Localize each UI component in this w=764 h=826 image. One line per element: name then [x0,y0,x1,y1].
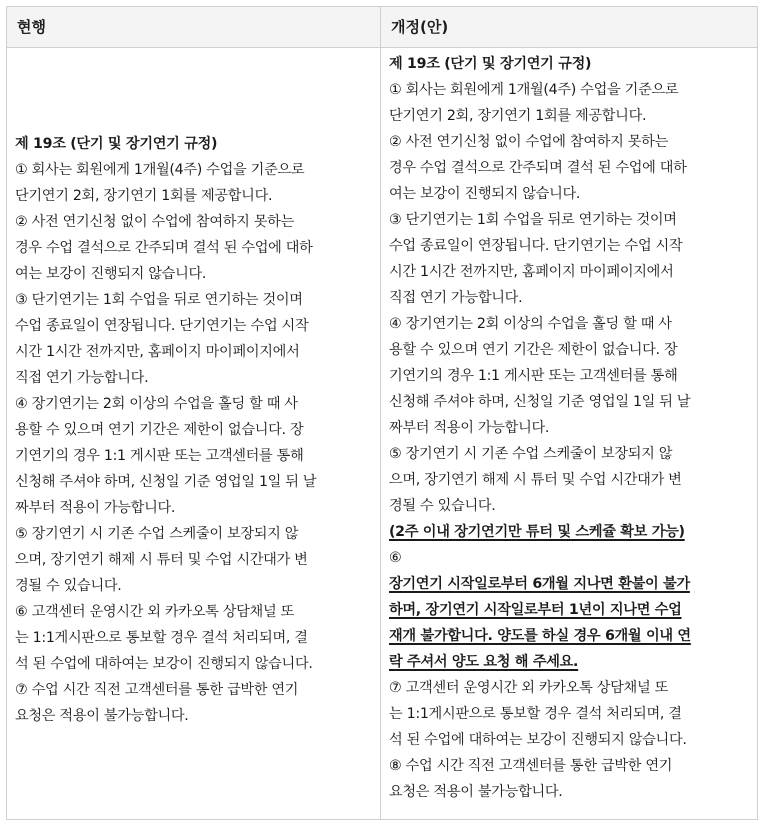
terms-line: ③ 단기연기는 1회 수업을 뒤로 연기하는 것이며 [15,292,303,308]
terms-line: 신청해 주셔야 하며, 신청일 기준 영업일 1일 뒤 날 [389,394,691,410]
terms-line: 경될 수 있습니다. [389,498,496,514]
terms-line: 여는 보강이 진행되지 않습니다. [15,266,207,282]
terms-line: ⑥ 고객센터 운영시간 외 카카오톡 상담채널 또 [15,604,294,620]
terms-line: 경될 수 있습니다. [15,578,122,594]
terms-line: ④ 장기연기는 2회 이상의 수업을 홀딩 할 때 사 [15,396,298,412]
terms-line: ⑥ [389,550,402,566]
terms-line: 으며, 장기연기 해제 시 튜터 및 수업 시간대가 변 [389,472,682,488]
terms-line: (2주 이내 장기연기만 튜터 및 스케쥴 확보 가능) [389,524,685,540]
terms-line: 수업 종료일이 연장됩니다. 단기연기는 수업 시작 [389,238,683,254]
terms-line: 석 된 수업에 대하여는 보강이 진행되지 않습니다. [389,732,687,748]
terms-line: 짜부터 적용이 가능합니다. [15,500,176,516]
terms-line: 요청은 적용이 불가능합니다. [389,784,563,800]
terms-line: ① 회사는 회원에게 1개월(4주) 수업을 기준으로 [15,162,305,178]
terms-line: 는 1:1게시판으로 통보할 경우 결석 처리되며, 결 [389,706,682,722]
terms-line: 용할 수 있으며 연기 기간은 제한이 없습니다. 장 [15,422,304,438]
terms-line: 석 된 수업에 대하여는 보강이 진행되지 않습니다. [15,656,313,672]
terms-line: 단기연기 2회, 장기연기 1회를 제공합니다. [389,108,647,124]
terms-line: 수업 종료일이 연장됩니다. 단기연기는 수업 시작 [15,318,309,334]
terms-line: 기연기의 경우 1:1 게시판 또는 고객센터를 통해 [389,368,678,384]
terms-line: ② 사전 연기신청 없이 수업에 참여하지 못하는 [15,214,294,230]
revised-terms-cell [389,51,753,805]
terms-line: 경우 수업 결석으로 간주되며 결석 된 수업에 대하 [15,240,313,256]
terms-line: 락 주셔서 양도 요청 해 주세요. [389,654,579,670]
comparison-table [6,6,758,820]
terms-line: 요청은 적용이 불가능합니다. [15,708,189,724]
current-terms-cell [15,131,377,729]
terms-line: 는 1:1게시판으로 통보할 경우 결석 처리되며, 결 [15,630,308,646]
terms-line: 직접 연기 가능합니다. [389,290,523,306]
terms-line: ⑤ 장기연기 시 기존 수업 스케줄이 보장되지 않 [15,526,299,542]
terms-line: ② 사전 연기신청 없이 수업에 참여하지 못하는 [389,134,668,150]
header-current: 현행 [17,18,46,36]
terms-line: ⑦ 고객센터 운영시간 외 카카오톡 상담채널 또 [389,680,668,696]
terms-line: 여는 보강이 진행되지 않습니다. [389,186,581,202]
terms-line: 기연기의 경우 1:1 게시판 또는 고객센터를 통해 [15,448,304,464]
terms-line: 재개 불가합니다. 양도를 하실 경우 6개월 이내 연 [389,628,691,644]
terms-line: 제 19조 (단기 및 장기연기 규정) [389,56,592,72]
terms-line: 용할 수 있으며 연기 기간은 제한이 없습니다. 장 [389,342,678,358]
terms-line: 으며, 장기연기 해제 시 튜터 및 수업 시간대가 변 [15,552,308,568]
terms-line: ③ 단기연기는 1회 수업을 뒤로 연기하는 것이며 [389,212,677,228]
terms-line: ⑧ 수업 시간 직전 고객센터를 통한 급박한 연기 [389,758,673,774]
terms-line: 시간 1시간 전까지만, 홈페이지 마이페이지에서 [389,264,674,280]
terms-line: 하며, 장기연기 시작일로부터 1년이 지나면 수업 [389,602,682,618]
terms-line: 직접 연기 가능합니다. [15,370,149,386]
terms-line: 신청해 주셔야 하며, 신청일 기준 영업일 1일 뒤 날 [15,474,317,490]
terms-line: ⑦ 수업 시간 직전 고객센터를 통한 급박한 연기 [15,682,299,698]
terms-line: 경우 수업 결석으로 간주되며 결석 된 수업에 대하 [389,160,687,176]
terms-line: 짜부터 적용이 가능합니다. [389,420,550,436]
terms-line: 제 19조 (단기 및 장기연기 규정) [15,136,218,152]
terms-line: 단기연기 2회, 장기연기 1회를 제공합니다. [15,188,273,204]
terms-line: ④ 장기연기는 2회 이상의 수업을 홀딩 할 때 사 [389,316,672,332]
header-revised: 개정(안) [391,18,449,36]
terms-line: ⑤ 장기연기 시 기존 수업 스케줄이 보장되지 않 [389,446,673,462]
table-header-row [7,7,757,48]
terms-line: ① 회사는 회원에게 1개월(4주) 수업을 기준으로 [389,82,679,98]
column-divider [380,7,381,819]
terms-line: 시간 1시간 전까지만, 홈페이지 마이페이지에서 [15,344,300,360]
terms-line: 장기연기 시작일로부터 6개월 지나면 환불이 불가 [389,576,690,592]
